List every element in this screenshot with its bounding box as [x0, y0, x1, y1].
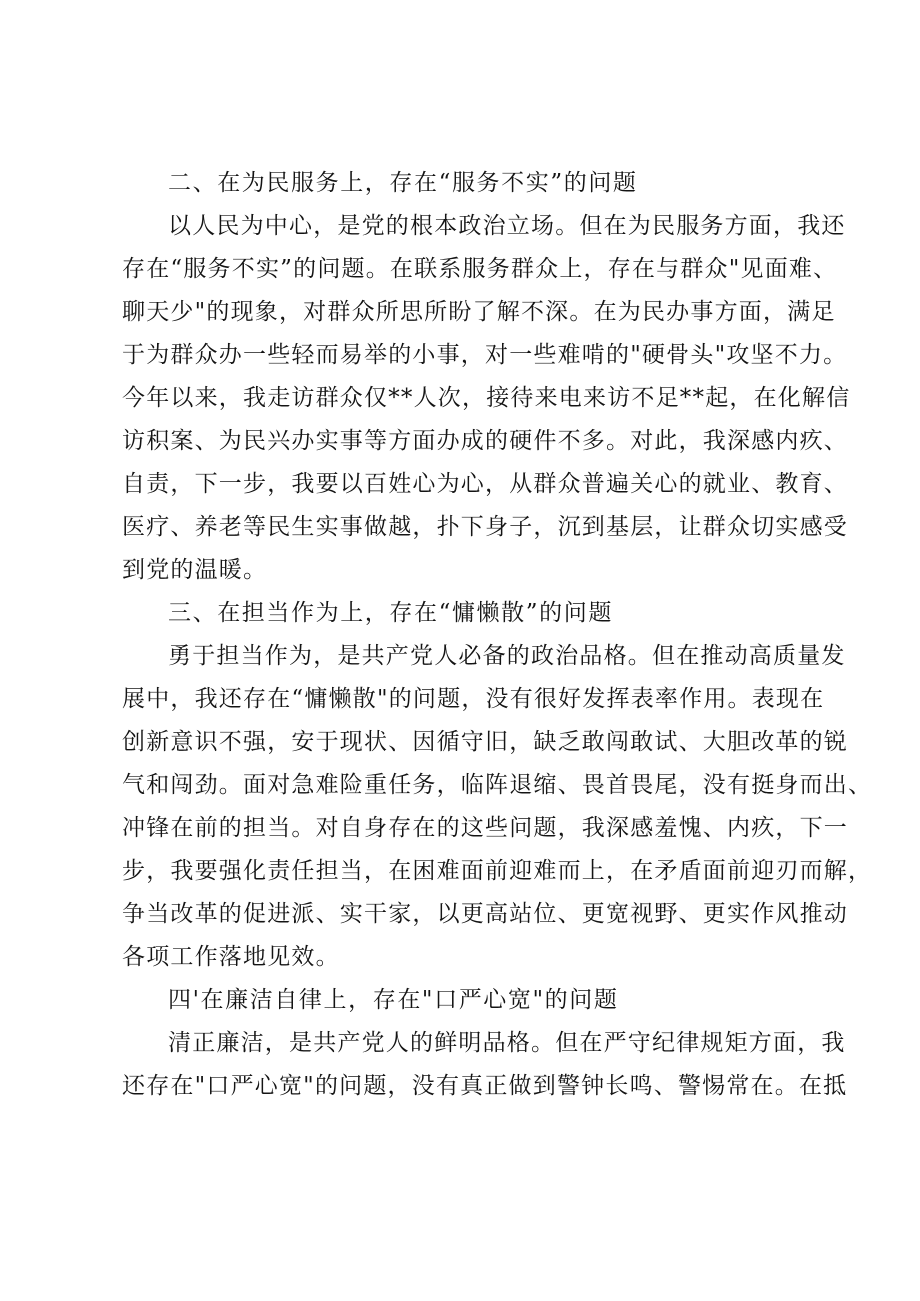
paragraph-line: 到党的温暖。 [122, 557, 268, 583]
paragraph-line: 自责，下一步，我要以百姓心为心，从群众普遍关心的就业、教育、 [122, 471, 848, 497]
paragraph-line: 清正廉洁，是共产党人的鲜明品格。但在严守纪律规矩方面，我 [168, 1030, 846, 1056]
paragraph-line: 争当改革的促进派、实干家，以更高站位、更宽视野、更实作风推动 [122, 901, 848, 927]
paragraph-line: 冲锋在前的担当。对自身存在的这些问题，我深感羞愧、内疚，下一 [122, 815, 848, 841]
section-heading-3: 三、在担当作为上，存在“慵懒散”的问题 [168, 600, 613, 626]
paragraph-line: 创新意识不强，安于现状、因循守旧，缺乏敢闯敢试、大胆改革的锐 [122, 729, 848, 755]
paragraph-line: 于为群众办一些轻而易举的小事，对一些难啃的"硬骨头"攻坚不力。 [122, 342, 848, 368]
section-heading-2: 二、在为民服务上，存在“服务不实”的问题 [168, 170, 638, 196]
paragraph-line: 聊天少"的现象，对群众所思所盼了解不深。在为民办事方面，满足 [122, 299, 836, 325]
paragraph-line: 医疗、养老等民生实事做越，扑下身子，沉到基层，让群众切实感受 [122, 514, 848, 540]
section-heading-4: 四'在廉洁自律上，存在"口严心宽"的问题 [168, 987, 619, 1013]
paragraph-line: 访积案、为民兴办实事等方面办成的硬件不多。对此，我深感内疚、 [122, 428, 848, 454]
paragraph-line: 存在“服务不实”的问题。在联系服务群众上，存在与群众"见面难、 [122, 256, 838, 282]
paragraph-line: 展中，我还存在“慵懒散"的问题，没有很好发挥表率作用。表现在 [122, 686, 825, 712]
paragraph-line: 气和闯劲。面对急难险重任务，临阵退缩、畏首畏尾，没有挺身而出、 [122, 772, 873, 798]
paragraph-line: 各项工作落地见效。 [122, 944, 340, 970]
paragraph-line: 今年以来，我走访群众仅**人次，接待来电来访不足**起，在化解信 [122, 385, 851, 411]
paragraph-line: 勇于担当作为，是共产党人必备的政治品格。但在推动高质量发 [168, 643, 846, 669]
paragraph-line: 还存在"口严心宽"的问题，没有真正做到警钟长鸣、警惕常在。在抵 [122, 1073, 848, 1099]
paragraph-line: 步，我要强化责任担当，在困难面前迎难而上，在矛盾面前迎刃而解， [122, 858, 873, 884]
paragraph-line: 以人民为中心，是党的根本政治立场。但在为民服务方面，我还 [168, 213, 846, 239]
